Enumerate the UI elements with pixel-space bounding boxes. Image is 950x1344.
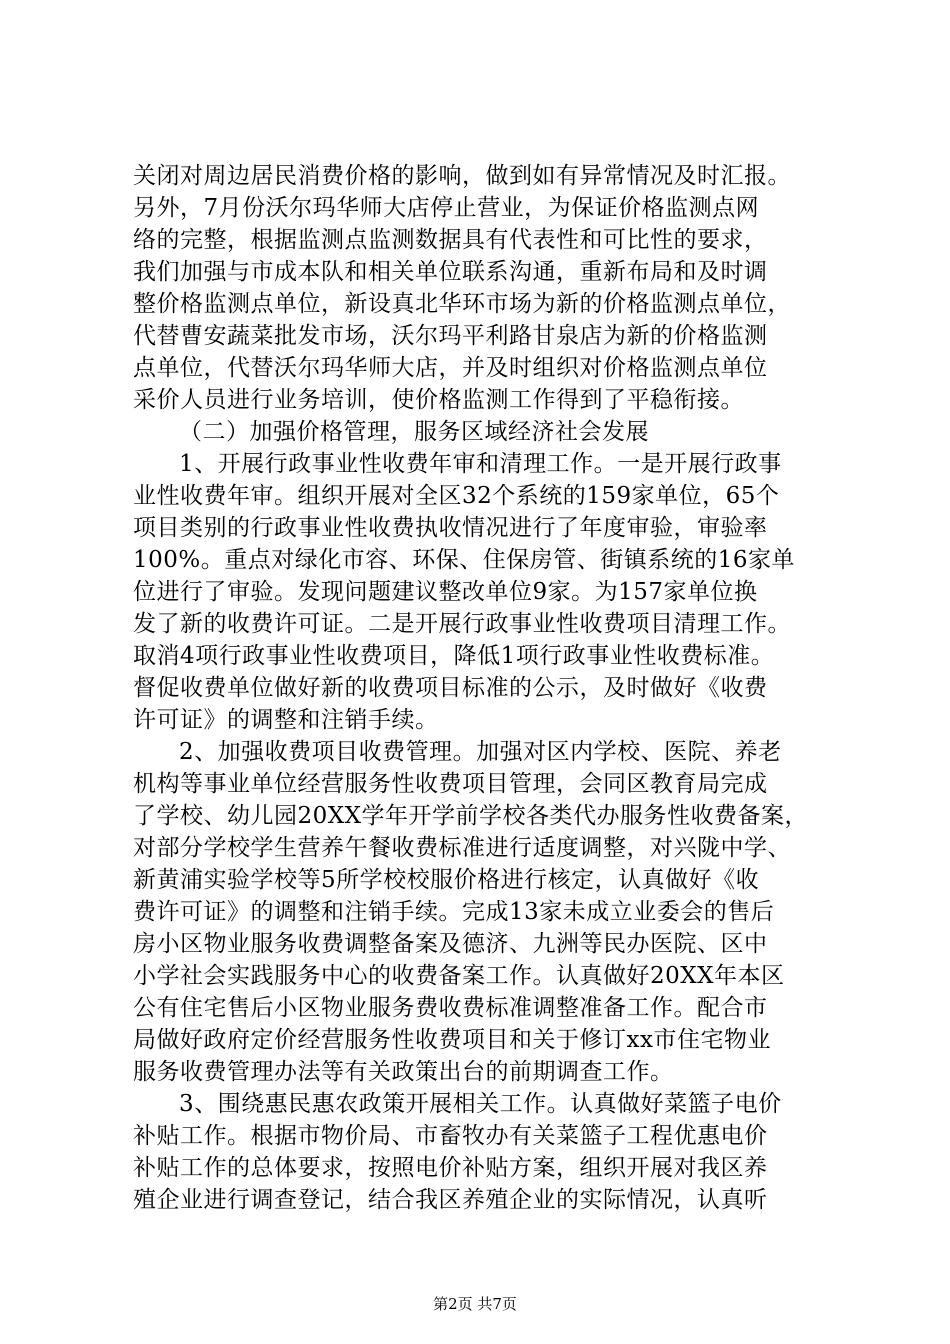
text-line-25: 房小区物业服务收费调整备案及德济、九洲等民办医院、区中 — [133, 931, 768, 957]
text-line-18: 许可证》的调整和注销手续。 — [133, 707, 439, 733]
text-line-33: 殖企业进行调查登记，结合我区养殖企业的实际情况，认真听 — [133, 1187, 768, 1213]
text-line-27: 公有住宅售后小区物业服务费收费标准调整准备工作。配合市 — [133, 995, 768, 1021]
text-line-12: 项目类别的行政事业性收费执收情况进行了年度审验，审验率 — [133, 515, 768, 541]
text-line-15: 发了新的收费许可证。二是开展行政事业性收费项目清理工作。 — [133, 611, 791, 637]
text-line-10: 1、开展行政事业性收费年审和清理工作。一是开展行政事 — [179, 451, 782, 477]
text-line-13: 100%。重点对绿化市容、环保、住保房管、街镇系统的16家单 — [133, 547, 796, 573]
text-line-26: 小学社会实践服务中心的收费备案工作。认真做好20XX年本区 — [133, 963, 785, 989]
text-line-2: 另外，7月份沃尔玛华师大店停止营业，为保证价格监测点网 — [133, 195, 760, 221]
text-line-32: 补贴工作的总体要求，按照电价补贴方案，组织开展对我区养 — [133, 1155, 768, 1181]
text-line-23: 新黄浦实验学校等5所学校校服价格进行核定，认真做好《收 — [133, 867, 760, 893]
text-line-7: 点单位，代替沃尔玛华师大店，并及时组织对价格监测点单位 — [133, 355, 768, 381]
text-line-21: 了学校、幼儿园20XX学年开学前学校各类代办服务性收费备案， — [133, 803, 809, 829]
text-line-20: 机构等事业单位经营服务性收费项目管理，会同区教育局完成 — [133, 771, 768, 797]
text-line-5: 整价格监测点单位，新设真北华环市场为新的价格监测点单位， — [133, 291, 791, 317]
text-line-31: 补贴工作。根据市物价局、市畜牧办有关菜篮子工程优惠电价 — [133, 1123, 768, 1149]
text-line-1: 关闭对周边居民消费价格的影响，做到如有异常情况及时汇报。 — [133, 163, 791, 189]
text-line-29: 服务收费管理办法等有关政策出台的前期调查工作。 — [133, 1059, 674, 1085]
text-line-14: 位进行了审验。发现问题建议整改单位9家。为157家单位换 — [133, 579, 758, 605]
text-line-8: 采价人员进行业务培训，使价格监测工作得到了平稳衔接。 — [133, 387, 744, 413]
text-line-17: 督促收费单位做好新的收费项目标准的公示，及时做好《收费 — [133, 675, 768, 701]
text-line-19: 2、加强收费项目收费管理。加强对区内学校、医院、养老 — [179, 739, 782, 765]
text-line-30: 3、围绕惠民惠农政策开展相关工作。认真做好菜篮子电价 — [179, 1091, 782, 1117]
text-line-11: 业性收费年审。组织开展对全区32个系统的159家单位，65个 — [133, 483, 780, 509]
text-line-28: 局做好政府定价经营服务性收费项目和关于修订xx市住宅物业 — [133, 1027, 771, 1053]
text-line-6: 代替曹安蔬菜批发市场，沃尔玛平利路甘泉店为新的价格监测 — [133, 323, 768, 349]
text-line-4: 我们加强与市成本队和相关单位联系沟通，重新布局和及时调 — [133, 259, 768, 285]
text-line-16: 取消4项行政事业性收费项目，降低1项行政事业性收费标准。 — [133, 643, 775, 669]
section-heading: （二）加强价格管理，服务区域经济社会发展 — [179, 419, 649, 445]
text-line-3: 络的完整，根据监测点监测数据具有代表性和可比性的要求， — [133, 227, 768, 253]
text-line-24: 费许可证》的调整和注销手续。完成13家未成立业委会的售后 — [133, 899, 775, 925]
text-line-22: 对部分学校学生营养午餐收费标准进行适度调整，对兴陇中学、 — [133, 835, 791, 861]
document-body — [133, 160, 823, 1216]
page-footer: 第2页 共7页 — [433, 1295, 517, 1313]
